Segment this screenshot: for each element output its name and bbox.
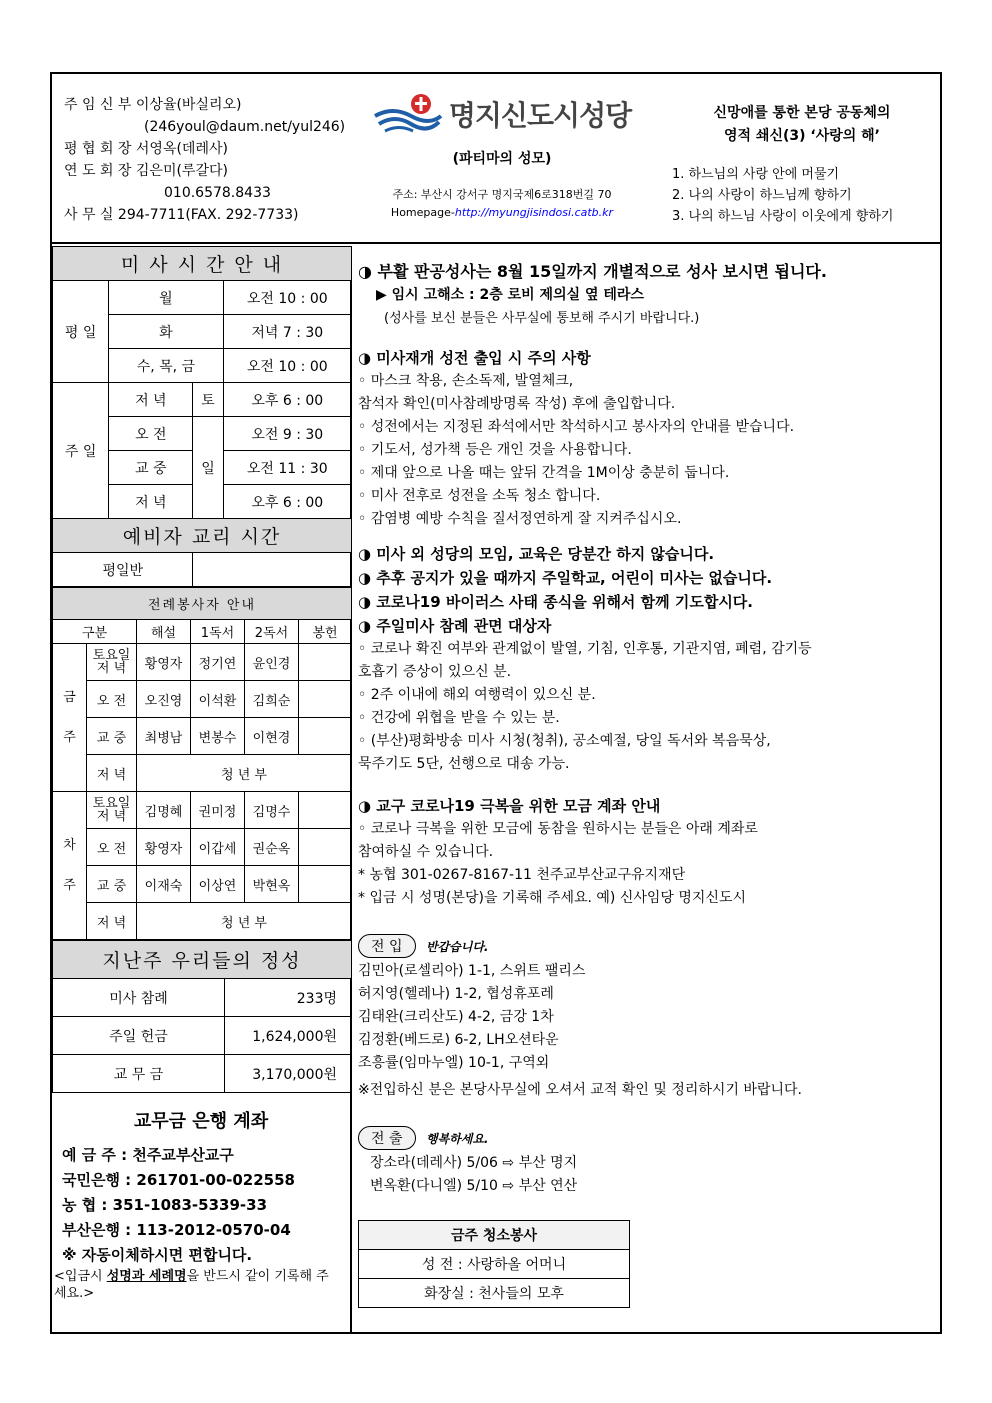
notice-line: * 농협 301-0267-8167-11 천주교부산교구유지재단 [358,867,686,883]
theme-line-1: 신망애를 통한 본당 공동체의 [713,105,891,121]
slot: 토요일 저 녁 [87,792,137,829]
mass-day: 화 [109,315,223,349]
notice-meetings: ◑ 미사 외 성당의 모임, 교육은 당분간 하지 않습니다. [358,545,715,563]
notice-confession-title: ◑ 부활 판공성사는 8월 15일까지 개별적으로 성사 보시면 됩니다. [358,262,827,281]
sunday-label: 주 일 [53,383,109,519]
notice-line: ◦ 기도서, 성가책 등은 개인 것을 사용합니다. [358,442,632,458]
col-header: 봉헌 [299,620,352,644]
slot: 교 중 [87,866,137,903]
cleaning-row: 화장실 : 천사들의 모후 [359,1279,630,1308]
theme-line-2: 영적 쇄신(3) ‘사랑의 해’ [724,128,880,144]
homepage-link[interactable]: http://myungjisindosi.catb.kr [454,206,614,219]
offering-label: 주일 헌금 [53,1017,225,1055]
mass-day: 토 [193,383,223,417]
cleaning-table [358,1220,630,1308]
bank-account: 부산은행 : 113-2012-0570-04 [62,1221,291,1239]
server-name: 권미정 [191,792,245,829]
notice-confession-note: (성사를 보신 분들은 사무실에 통보해 주시기 바랍니다.) [384,311,700,326]
notice-prayer: ◑ 코로나19 바이러스 사태 종식을 위해서 함께 기도합시다. [358,593,753,611]
move-out-person: 장소라(데레사) 5/06 ⇨ 부산 명지 [370,1155,578,1171]
server-name: 황영자 [137,829,191,866]
col-header: 1독서 [191,620,245,644]
move-in-person: 허지영(헬레나) 1-2, 협성휴포레 [358,986,554,1002]
notice-entry-title: ◑ 미사재개 성전 출입 시 주의 사항 [358,349,591,367]
server-name: 이재숙 [137,866,191,903]
left-column [52,246,352,1334]
parish-name: 명지신도시성당 [448,99,632,132]
notice-line: ◦ (부산)평화방송 미사 시청(청취), 공소예절, 당일 독서와 복음묵상, [358,733,771,749]
notice-fund-title: ◑ 교구 코로나19 극복을 위한 모금 계좌 안내 [358,797,661,815]
notice-line: ◦ 건강에 위협을 받을 수 있는 분. [358,710,560,726]
office-phone: 사 무 실 294-7711(FAX. 292-7733) [64,207,299,223]
move-in-note: ※전입하신 분은 본당사무실에 오셔서 교적 확인 및 정리하시기 바랍니다. [358,1082,802,1098]
server-name: 윤인경 [245,644,299,681]
offering-value: 233명 [225,979,352,1017]
mass-time: 오전 11 : 30 [223,451,351,485]
autopay-note: ※ 자동이체하시면 편합니다. [62,1246,253,1264]
server-name: 박현옥 [245,866,299,903]
server-name [299,829,352,866]
mass-time: 오전 10 : 00 [223,281,351,315]
offering-value: 3,170,000원 [225,1055,352,1093]
mass-name: 저 녁 [109,485,193,519]
homepage-label: Homepage- [390,206,455,219]
server-name: 최병남 [137,718,191,755]
move-out-person: 변옥환(다니엘) 5/10 ⇨ 부산 연산 [370,1178,578,1194]
slot: 오 전 [87,681,137,718]
catechumen-value [193,553,352,587]
slot: 오 전 [87,829,137,866]
move-in-person: 김정환(베드로) 6-2, LH오션타운 [358,1032,559,1048]
goal-item: 3. 나의 하느님 사랑이 이웃에게 향하기 [672,209,894,224]
notice-line: ◦ 코로나 극복을 위한 모금에 동참을 원하시는 분들은 아래 계좌로 [358,821,758,837]
mass-day: 월 [109,281,223,315]
slot: 저 녁 [87,755,137,792]
notice-line: 호흡기 증상이 있으신 분. [358,664,512,680]
server-name: 권순옥 [245,829,299,866]
server-name: 김희순 [245,681,299,718]
offering-label: 교 무 금 [53,1055,225,1093]
patron-name: (파티마의 성모) [452,151,552,167]
mass-day: 수, 목, 금 [109,349,223,383]
server-name: 정기연 [191,644,245,681]
col-header: 2독서 [245,620,299,644]
server-name [299,866,352,903]
bank-account: 국민은행 : 261701-00-022558 [62,1171,295,1189]
mass-day: 일 [193,417,223,519]
move-in-person: 김민아(로셀리아) 1-1, 스위트 팰리스 [358,963,586,979]
catechumen-label: 평일반 [53,553,193,587]
district-president: 연 도 회 장 김은미(루갈다) [64,163,228,179]
mass-name: 교 중 [109,451,193,485]
district-phone: 010.6578.8433 [164,185,271,201]
server-name: 김명수 [245,792,299,829]
pastor-line: 주 임 신 부 이상율(바실리오) [64,97,242,113]
server-name [299,644,352,681]
server-name [299,718,352,755]
notice-line: 참여하실 수 있습니다. [358,844,494,860]
notice-sunday-school: ◑ 추후 공지가 있을 때까지 주일학교, 어린이 미사는 없습니다. [358,569,773,587]
move-out-greeting: 행복하세요. [425,1132,489,1146]
pastor-email: (246youl@daum.net/yul246) [144,119,346,135]
cleaning-title: 금주 청소봉사 [359,1221,630,1250]
move-in-person: 조흥률(임마누엘) 10-1, 구역외 [358,1055,550,1071]
council-president: 평 협 회 장 서영옥(데레사) [64,141,228,157]
deposit-note: <입금시 성명과 세례명을 반드시 같이 기록해 주세요.> [54,1269,329,1301]
mass-time: 오전 10 : 00 [223,349,351,383]
parish-logo-icon [373,92,443,136]
offerings-title: 지난주 우리들의 정성 [53,941,352,979]
move-out-badge: 전 출 [358,1126,416,1150]
goal-item: 2. 나의 사랑이 하느님께 향하기 [672,188,852,203]
server-name: 황영자 [137,644,191,681]
col-header: 구분 [53,620,137,644]
notice-line: ◦ 마스크 착용, 손소독제, 발열체크, [358,373,574,389]
weekday-label: 평 일 [53,281,109,383]
notice-confession-location: ▶ 임시 고해소 : 2층 로비 제의실 옆 테라스 [376,287,644,303]
notice-line: 참석자 확인(미사참례방명록 작성) 후에 출입합니다. [358,396,676,412]
notice-line: * 입금 시 성명(본당)을 기록해 주세요. 예) 신사임당 명지신도시 [358,890,747,906]
notice-line: 묵주기도 5단, 선행으로 대송 가능. [358,756,570,772]
mass-name: 저 녁 [109,383,193,417]
account-holder: 예 금 주 : 천주교부산교구 [62,1146,234,1164]
server-name: 김명혜 [137,792,191,829]
this-week-label: 금 주 [53,644,87,792]
mass-time: 오후 6 : 00 [223,485,351,519]
notice-line: ◦ 2주 이내에 해외 여행력이 있으신 분. [358,687,596,703]
server-name: 이상연 [191,866,245,903]
bulletin-header [52,74,940,244]
server-name [299,681,352,718]
offering-label: 미사 참례 [53,979,225,1017]
slot: 저 녁 [87,903,137,940]
server-name: 변봉수 [191,718,245,755]
col-header: 해설 [137,620,191,644]
offering-value: 1,624,000원 [225,1017,352,1055]
staff-info [64,94,345,226]
goal-list [672,164,932,227]
server-name: 이현경 [245,718,299,755]
move-in-greeting: 반갑습니다. [425,940,489,954]
mass-time: 오후 6 : 00 [223,383,351,417]
notice-line: ◦ 감염병 예방 수칙을 질서정연하게 잘 지켜주십시오. [358,511,682,527]
slot: 교 중 [87,718,137,755]
bank-account-block [52,1093,350,1302]
notice-line: ◦ 미사 전후로 성전을 소독 청소 합니다. [358,488,601,504]
offerings-table [52,940,352,1093]
servers-table [52,587,352,940]
notice-dispensation-title: ◑ 주일미사 참례 관면 대상자 [358,617,552,635]
mass-time: 저녁 7 : 30 [223,315,351,349]
server-name: 이갑세 [191,829,245,866]
server-name: 오진영 [137,681,191,718]
servers-title: 전례봉사자 안내 [53,588,352,620]
bank-account: 농 협 : 351-1083-5339-33 [62,1196,268,1214]
server-group: 청 년 부 [137,903,352,940]
mass-schedule-title: 미 사 시 간 안 내 [53,247,352,281]
notice-line: ◦ 코로나 확진 여부와 관계없이 발열, 기침, 인후통, 기관지염, 폐렴, 감기등 [358,641,812,657]
bank-title: 교무금 은행 계좌 [133,1111,269,1132]
move-in-person: 김태완(크리산도) 4-2, 금강 1차 [358,1009,554,1025]
mass-time: 오전 9 : 30 [223,417,351,451]
notice-line: ◦ 성전에서는 지정된 좌석에서만 착석하시고 봉사자의 안내를 받습니다. [358,419,795,435]
mass-schedule-table [52,246,352,587]
bulletin-page [50,72,942,1334]
next-week-label: 차 주 [53,792,87,940]
parish-address: 주소: 부산시 강서구 명지국제6로318번길 70 [392,188,612,201]
cleaning-row: 성 전 : 사랑하올 어머니 [359,1250,630,1279]
server-name [299,792,352,829]
goal-item: 1. 하느님의 사랑 안에 머물기 [672,167,840,182]
catechumen-title: 예비자 교리 시간 [53,519,352,553]
slot: 토요일 저 녁 [87,644,137,681]
mass-name: 오 전 [109,417,193,451]
notices-column [354,246,940,1334]
server-name: 이석환 [191,681,245,718]
notice-line: ◦ 제대 앞으로 나올 때는 앞뒤 간격을 1M이상 충분히 둡니다. [358,465,730,481]
move-in-badge: 전 입 [358,934,416,958]
pastoral-theme [672,102,932,227]
server-group: 청 년 부 [137,755,352,792]
cleaning-block [358,1220,630,1308]
parish-title-block [357,92,647,222]
